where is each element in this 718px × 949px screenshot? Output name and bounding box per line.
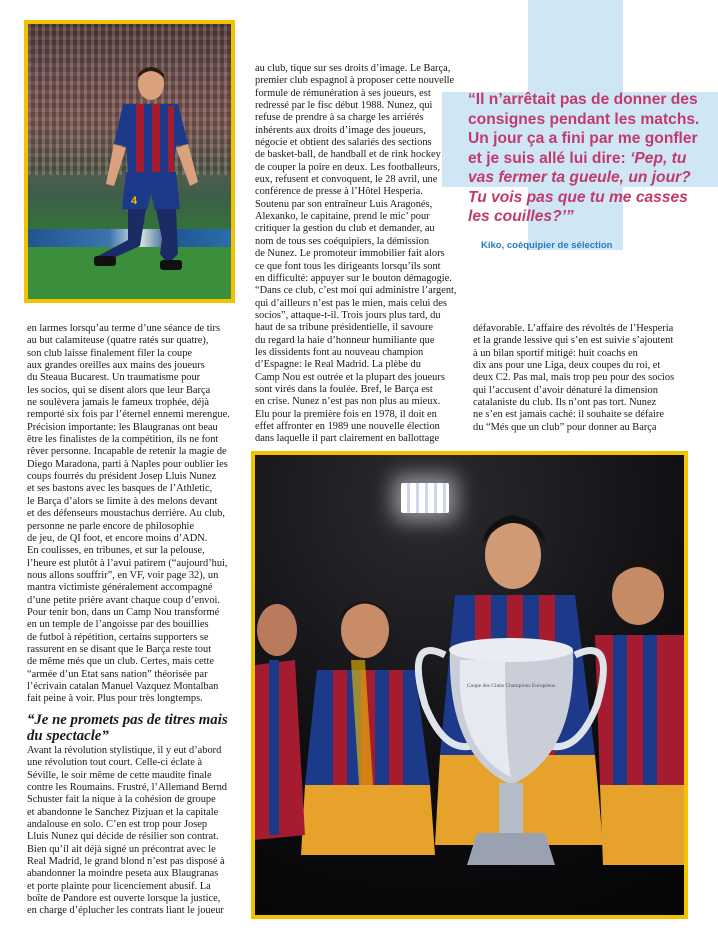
text-line: fait peine à voir. Plus pour très longtemps. <box>27 693 203 705</box>
text-line: qui d’ailleurs n’est pas le mien, mais celui des <box>255 297 447 309</box>
text-line: Séville, le soir même de cette maudite finale <box>27 769 212 781</box>
text-line: inhérents aux droits d’image des joueurs, <box>255 124 426 136</box>
text-line: et porte plainte pour licenciement abusif. La <box>27 880 211 892</box>
text-line: boîte de Pandore est ouverte lorsque la justice, <box>27 893 221 905</box>
text-line: et des défenseurs moustachus derrière. Au club, <box>27 508 225 520</box>
text-line: rassurent en se disant que le Barça reste tout <box>27 643 212 655</box>
text-line: en un temple de l’angoisse par des bouillies <box>27 619 209 631</box>
text-line: négocie et obtient des salariés des sections <box>255 137 432 149</box>
text-line: nous allons souffrir”, en VF, voir page 32), un <box>27 569 219 581</box>
trophy-inscription: Coupe des Clubs Champions Européens <box>466 683 556 689</box>
text-line: du Steaua Bucarest. Un traumatisme pour <box>27 372 201 384</box>
text-line: ce que font tous les dirigeants lorsqu’ils sont <box>255 260 441 272</box>
text-line: de même més que un club. Certes, mais cette <box>27 656 214 668</box>
text-line: Pour tenir bon, dans un Camp Nou transformé <box>27 606 220 618</box>
text-line: andalouse en solo. C’en est trop pour Josep <box>27 819 208 831</box>
column-1-upper-text <box>27 323 237 706</box>
text-line: le Barça d’alors se limite à des melons devant <box>27 495 218 507</box>
text-line: Diego Maradona, parti à Naples pour oublier les <box>27 458 228 470</box>
text-line: de futbol à répétition, certains supporters se <box>27 631 209 643</box>
text-line: mantra victimiste généralement accompagné <box>27 582 213 594</box>
photo-player <box>24 20 235 303</box>
column-1-lower-text <box>27 745 237 918</box>
text-line: de Nunez. Le promoteur immobilier fait alors <box>255 248 445 260</box>
text-line: premier club espagnol à proposer cette nouvelle <box>255 75 455 87</box>
photo-trophy-celebration <box>251 451 688 919</box>
text-line: d’Espagne: le Real Madrid. La plèbe du <box>255 359 421 371</box>
text-line: l’heure est plutôt à l’avui patirem (“aujourd’hui, <box>27 557 228 569</box>
text-line: l’écrivain catalan Manuel Vazquez Montalban <box>27 680 219 692</box>
celebration-illustration <box>255 455 684 915</box>
pull-quote-text: “Il n’arrêtait pas de donner des consignes pendant les matchs. Un jour ça a fini par me gonfler et je suis allé lui dire: <box>468 91 700 167</box>
text-line: d’une petite prière avant chaque coup d’envoi. <box>27 594 221 606</box>
column-3-text <box>473 323 691 434</box>
text-line: les dissidents font au nouveau champion <box>255 346 424 358</box>
text-line: “armée d’un État sans nation” théorisée par <box>27 668 208 680</box>
text-line: Soutenu par son entraîneur Luis Aragonés, <box>255 198 433 210</box>
text-line: ne s’en est jamais caché: il souhaite se défaire <box>473 409 664 421</box>
text-line: Précision importante: les Blaugranas ont beau <box>27 421 218 433</box>
text-line: “Dans ce club, c’est moi qui administre l’argent, <box>255 285 457 297</box>
text-line: du “Més que un club” pour donner au Barça <box>473 421 657 433</box>
text-line: Bien qu’il ait déjà signé un précontrat avec le <box>27 843 216 855</box>
text-line: effet affronter en 1989 une nouvelle élection <box>255 420 440 432</box>
text-line: Schuster fait la nique à la cohésion de groupe <box>27 794 216 806</box>
text-line: personne ne parle encore de philosophie <box>27 520 195 532</box>
text-line: conférence de presse à l’Hôtel Hesperia. <box>255 186 423 198</box>
text-line: En coulisses, en tribunes, et sur la pelouse, <box>27 545 205 557</box>
text-line: en crise. Nunez n’est pas non plus au mieux. <box>255 396 441 408</box>
text-line: être les finalistes de la compétition, ils ne font <box>27 434 219 446</box>
text-line: une révolution tout court. Celle-ci éclate à <box>27 757 203 769</box>
text-line: défavorable. L’affaire des révoltés de l’Hesperia <box>473 323 674 334</box>
player-figure-illustration <box>28 24 231 299</box>
text-line: et ses bastons avec les basques de l’Athletic, <box>27 483 213 495</box>
text-line: remporté six fois par l’éternel ennemi merengue. <box>27 409 230 421</box>
text-line: dans laquelle il part clairement en ballottage <box>255 433 440 445</box>
text-line: dix ans pour une Liga, deux coupes du roi, et <box>473 360 661 372</box>
text-line: de jeu, de QI foot, et encore moins d’ADN. <box>27 532 208 544</box>
text-line: deux C2. Pas mal, mais trop peu pour des socios <box>473 372 675 384</box>
text-line: critiquer la gestion du club et demander, au <box>255 223 435 235</box>
text-line: en charge d’éplucher les contrats liant le joueur <box>27 905 224 917</box>
text-line: de basket-ball, de handball et de rink hockey <box>255 149 441 161</box>
text-line: à un bilan sportif mitigé: huit coachs en <box>473 347 638 359</box>
text-line: Lluis Nunez qui décide de résilier son contrat. <box>27 831 219 843</box>
section-heading: “Je ne promets pas de titres mais du spectacle” <box>27 712 228 744</box>
text-line: sont virés dans la foulée. Bref, le Barça est <box>255 383 433 395</box>
text-line: catalaniste du club. Ils n’ont pas tort. Nunez <box>473 397 657 409</box>
text-line: Real Madrid, le grand blond n’est pas disposé à <box>27 856 225 868</box>
text-line: au club, tique sur ses droits d’image. Le Barça, <box>255 63 451 74</box>
text-line: rêver personne. Incapable de retenir la magie de <box>27 446 227 458</box>
text-line: formule de rémunération à ses joueurs, est <box>255 87 431 99</box>
text-line: son club laisse finalement filer la coupe <box>27 347 193 359</box>
text-line: refuse de prendre à sa charge les arriérés <box>255 112 424 124</box>
pull-quote-italic-text: ‘Pep, tu vas fermer ta gueule, un jour? Tu vois pas que tu me casses les couilles?’” <box>468 149 691 225</box>
text-line: contre les Roumains. Frustré, l’Allemand Bernd <box>27 782 227 794</box>
svg-text:4: 4 <box>131 195 138 207</box>
text-line: aux grandes oreilles aux mains des joueurs <box>27 360 205 372</box>
text-line: du regard la haie d’honneur humiliante que <box>255 334 435 346</box>
text-line: socios”, attaque-t-il. Trois jours plus tard, du <box>255 309 441 321</box>
quote-attribution: Kiko, coéquipier de sélection <box>481 240 613 251</box>
text-line: Camp Nou est outrée et la plupart des joueurs <box>255 371 445 383</box>
text-line: Alexanko, le capitaine, prend le mic’ pour <box>255 211 430 223</box>
text-line: ne soulèvera jamais le fameux trophée, déjà <box>27 397 210 409</box>
text-line: qui l’accusent d’avoir dénaturé la dimension <box>473 384 658 396</box>
text-line: Élu pour la première fois en 1978, il doit en <box>255 408 437 420</box>
text-line: redressé par le fisc début 1988. Nunez, qui <box>255 100 433 112</box>
text-line: Avant la révolution stylistique, il y eut d’abord <box>27 745 222 756</box>
text-line: et abandonne le Sanchez Pizjuan et la capitale <box>27 806 219 818</box>
text-line: au but calamiteuse (quatre ratés sur quatre), <box>27 335 209 347</box>
text-line: en difficulté: appuyer sur le bouton démagogie. <box>255 272 452 284</box>
text-line: haut de sa tribune présidentielle, il savoure <box>255 322 434 334</box>
column-2-top-text <box>255 63 465 446</box>
text-line: eux, refusent et convoquent, le 28 avril, une <box>255 174 438 186</box>
pull-quote <box>468 90 700 227</box>
text-line: nom de tous ses coéquipiers, la démission <box>255 235 430 247</box>
text-line: coups fourrés du président Josep Lluis Nunez <box>27 471 217 483</box>
text-line: abandonner la moindre peseta aux Blaugranas <box>27 868 219 880</box>
text-line: de couper la poire en deux. Les footballeurs, <box>255 161 440 173</box>
text-line: les socios, qui se disent alors que leur Barça <box>27 384 211 396</box>
text-line: et la grande lessive qui s’en est suivie s’ajoutent <box>473 335 674 347</box>
text-line: en larmes lorsqu’au terme d’une séance de tirs <box>27 323 221 334</box>
